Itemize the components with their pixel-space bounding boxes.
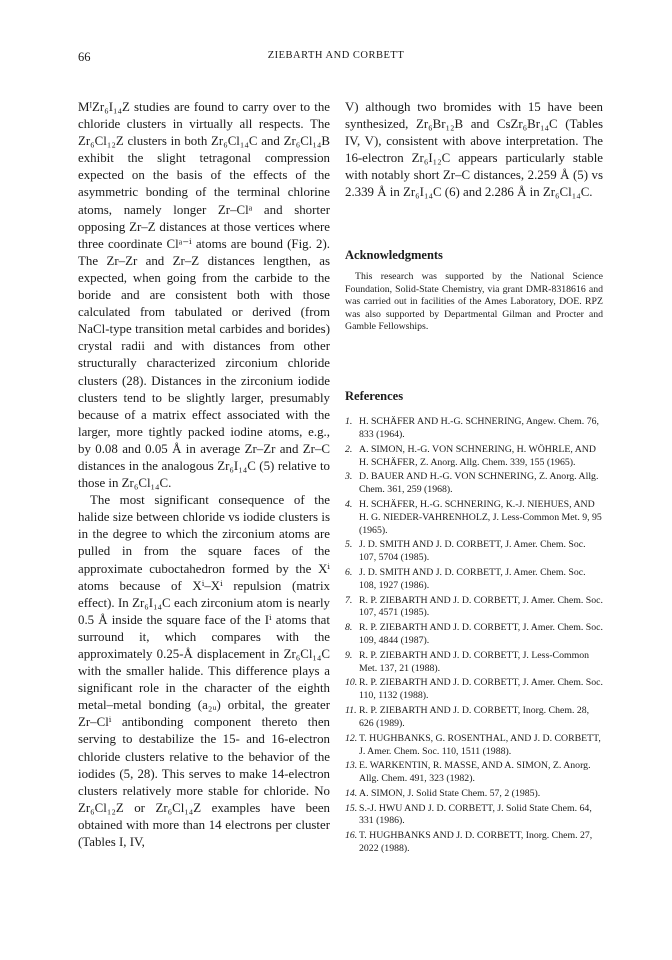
reference-item bbox=[345, 471, 603, 497]
reference-text: E. WARKENTIN, R. MASSE, AND A. SIMON, Z. Anorg. Allg. Chem. 491, 323 (1982). bbox=[359, 760, 591, 785]
reference-number: 11. bbox=[345, 705, 357, 716]
references-heading: References bbox=[345, 389, 404, 403]
acknowledgments-text: This research was supported by the National Science Foundation, Solid-State Chemistry, via grant DMR-8318616 and was carried out in facilities of the Ames Laboratory, DOE. RPZ was also supported by Departmental Gilman and Procter and Gamble Fellowships. bbox=[345, 271, 603, 333]
reference-item bbox=[345, 830, 603, 856]
right-column bbox=[345, 99, 603, 855]
reference-text: A. SIMON, H.-G. VON SCHNERING, H. WÖHRLE, AND H. SCHÄFER, Z. Anorg. Allg. Chem. 339, 155 (1965). bbox=[359, 443, 596, 468]
reference-item bbox=[345, 705, 603, 731]
reference-item bbox=[345, 444, 603, 470]
reference-number: 14. bbox=[345, 787, 358, 799]
running-head: ZIEBARTH AND CORBETT bbox=[267, 50, 405, 61]
body-paragraph: The most significant consequence of the halide size between chloride vs iodide clusters is in the degree to which the zirconium atoms are pulled in from the square faces of the approximate cuboctahedron formed by the Xⁱ atoms because of Xⁱ–Xⁱ repulsion (matrix effect). In Zr₆I₁₄C each zirconium atom is nearly 0.5 Å inside the square face of the Iⁱ atoms that surround it, which compares with the approximately 0.25-Å displacement in Zr₆Cl₁₄C with the smaller halide. This difference plays a significant role in the character of the eighth metal–metal bonding (a₂ᵤ) orbital, the greater Zr–Clⁱ antibonding component thereto then serving to destabilize the 15- and 16-electron chloride clusters relative to the behavior of the iodides (5, 28). This serves to make 14-electron clusters relatively more stable for chloride. No Zr₆Cl₁₂Z or Zr₆Cl₁₄Z examples have been obtained with more than 14 electrons per cluster (Tables I, IV, bbox=[78, 493, 330, 850]
reference-text: D. BAUER AND H.-G. VON SCHNERING, Z. Anorg. Allg. Chem. 361, 259 (1968). bbox=[359, 471, 599, 496]
reference-number: 15. bbox=[345, 802, 358, 814]
reference-text: R. P. ZIEBARTH AND J. D. CORBETT, J. Less-Common Met. 137, 21 (1988). bbox=[359, 649, 590, 674]
reference-text: R. P. ZIEBARTH AND J. D. CORBETT, J. Amer. Chem. Soc. 109, 4844 (1987). bbox=[359, 622, 603, 647]
reference-text: T. HUGHBANKS AND J. D. CORBETT, Inorg. Chem. 27, 2022 (1988). bbox=[359, 830, 593, 855]
reference-number: 12. bbox=[345, 732, 358, 744]
reference-number: 6. bbox=[345, 566, 353, 578]
reference-text: T. HUGHBANKS, G. ROSENTHAL, AND J. D. CORBETT, J. Amer. Chem. Soc. 110, 1511 (1988). bbox=[359, 732, 601, 757]
reference-text: R. P. ZIEBARTH AND J. D. CORBETT, J. Amer. Chem. Soc. 107, 4571 (1985). bbox=[359, 594, 603, 619]
reference-number: 10. bbox=[345, 677, 358, 689]
reference-item bbox=[345, 567, 603, 593]
reference-number: 13. bbox=[345, 760, 358, 772]
reference-text: J. D. SMITH AND J. D. CORBETT, J. Amer. Chem. Soc. 107, 5704 (1985). bbox=[359, 539, 586, 564]
reference-text: S.-J. HWU AND J. D. CORBETT, J. Solid State Chem. 64, 331 (1986). bbox=[359, 802, 592, 827]
reference-number: 1. bbox=[345, 416, 353, 427]
reference-item bbox=[345, 650, 603, 676]
reference-item bbox=[345, 803, 603, 829]
reference-number: 2. bbox=[345, 443, 353, 455]
body-paragraph-continued: V) although two bromides with 15 have been synthesized, Zr₆Br₁₂B and CsZr₆Br₁₄C (Tables IV, V), consistent with above interpretation. The 16-electron Zr₆I₁₂C appears particularly stable with notably short Zr–C distances, 2.259 Å (5) vs 2.339 Å in Zr₆I₁₄C (6) and 2.286 Å in Zr₆Cl₁₄C. bbox=[345, 100, 603, 200]
reference-number: 4. bbox=[345, 498, 353, 510]
body-paragraph: MᴵZr₆I₁₄Z studies are found to carry over to the chloride clusters in virtually all respects. The Zr₆Cl₁₂Z clusters in both Zr₆Cl₁₄C and Zr₆Cl₁₄B exhibit the slight tetragonal compression expected on the basis of the effects of the asymmetric bonding of the terminal chlorine atoms, namely longer Zr–Clᵃ and shorter opposing Zr–Z distances at those vertices where three coordinate Clᵃ⁻ⁱ atoms are bound (Fig. 2). The Zr–Zr and Zr–Z distances lengthen, as expected, when going from the carbide to the boride and are consistent both with those calculated from tabulated or derived (from NaCl-type transition metal carbides and borides) crystal radii and with distances from other structurally characterized zirconium chloride clusters (28). Distances in the zirconium iodide clusters tend to be slightly larger, presumably because of a matrix effect associated with the larger, more tightly packed iodine atoms, e.g., by 0.08 and 0.05 Å in average Zr–Zr and Zr–C distances in the analogous Zr₆I₁₄C (5) relative to those in Zr₆Cl₁₄C. bbox=[78, 100, 330, 491]
reference-item bbox=[345, 539, 603, 565]
reference-number: 3. bbox=[345, 471, 353, 483]
reference-item bbox=[345, 416, 603, 442]
reference-text: R. P. ZIEBARTH AND J. D. CORBETT, J. Amer. Chem. Soc. 110, 1132 (1988). bbox=[359, 677, 603, 702]
reference-item bbox=[345, 499, 603, 538]
reference-text: R. P. ZIEBARTH AND J. D. CORBETT, Inorg. Chem. 28, 626 (1989). bbox=[359, 705, 590, 729]
references-list bbox=[345, 416, 603, 858]
reference-text: H. SCHÄFER, H.-G. SCHNERING, K.-J. NIEHUES, AND H. G. NIEDER-VAHRENHOLZ, J. Less-Common Met. 9, 95 (1965). bbox=[359, 498, 602, 536]
acknowledgments-heading: Acknowledgments bbox=[345, 248, 443, 262]
reference-number: 9. bbox=[345, 649, 353, 661]
reference-item bbox=[345, 595, 603, 621]
reference-text: A. SIMON, J. Solid State Chem. 57, 2 (1985). bbox=[359, 787, 541, 799]
reference-item bbox=[345, 760, 603, 786]
reference-number: 16. bbox=[345, 830, 358, 842]
reference-number: 8. bbox=[345, 622, 353, 634]
reference-item bbox=[345, 788, 603, 801]
reference-item bbox=[345, 622, 603, 648]
reference-item bbox=[345, 677, 603, 703]
reference-number: 5. bbox=[345, 539, 353, 551]
reference-text: J. D. SMITH AND J. D. CORBETT, J. Amer. Chem. Soc. 108, 1927 (1986). bbox=[359, 566, 586, 591]
reference-item bbox=[345, 733, 603, 759]
left-column bbox=[78, 99, 330, 851]
reference-text: H. SCHÄFER AND H.-G. SCHNERING, Angew. Chem. 76, 833 (1964). bbox=[359, 416, 599, 440]
reference-number: 7. bbox=[345, 594, 353, 606]
page-number: 66 bbox=[78, 50, 91, 64]
